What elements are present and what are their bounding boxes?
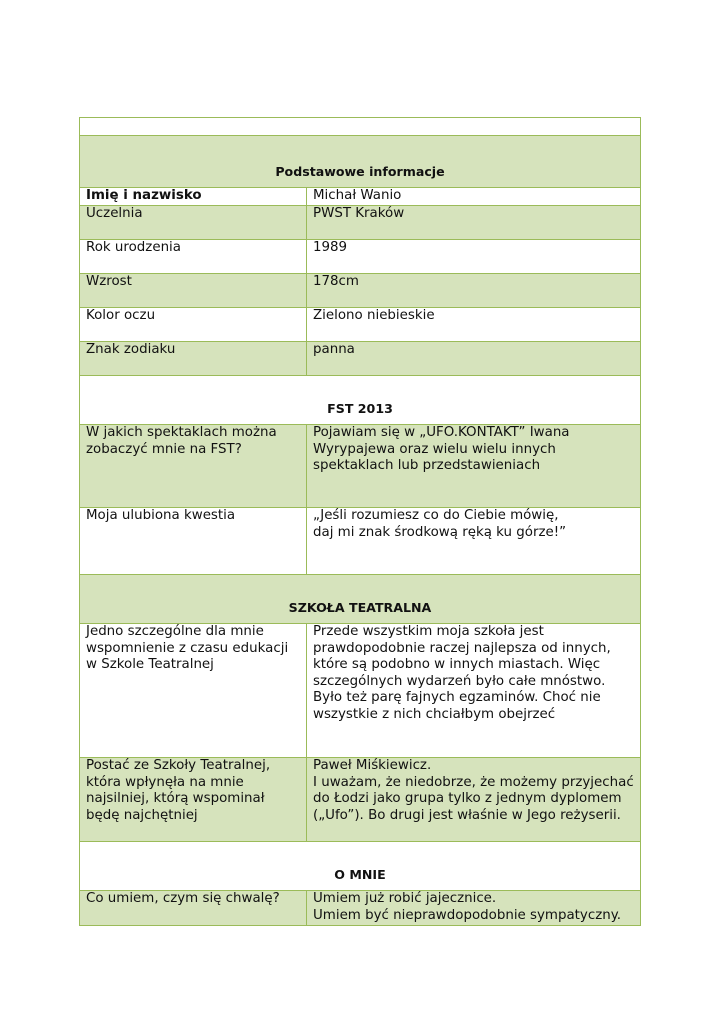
info-table (79, 117, 641, 926)
label-height: Wzrost (80, 274, 307, 308)
label-school: Uczelnia (80, 206, 307, 240)
value-school: PWST Kraków (307, 206, 641, 240)
table-row-school-person (80, 758, 641, 842)
question-about-skills: Co umiem, czym się chwalę? (80, 891, 307, 926)
table-row-fst-quote (80, 508, 641, 575)
answer-fst-quote-line2: daj mi znak środkową ręką ku górze!” (313, 524, 567, 540)
table-row-school (80, 206, 641, 240)
table-row-eyes (80, 308, 641, 342)
answer-fst-spectacles: Pojawiam się w „UFO.KONTAKT” Iwana Wyrypajewa oraz wielu wielu innych spektaklach lub przedstawieniach (307, 425, 641, 508)
answer-about-skills-line2: Umiem być nieprawdopodobnie sympatyczny. (313, 907, 622, 923)
answer-fst-quote (307, 508, 641, 575)
answer-school-person-line2: I uważam, że niedobrze, że możemy przyjechać do Łodzi jako grupa tylko z jednym dyplomem („Ufo”). Bo drugi jest właśnie w Jego reżyserii. (313, 774, 634, 823)
question-fst-spectacles: W jakich spektaklach można zobaczyć mnie na FST? (80, 425, 307, 508)
empty-cell (80, 118, 641, 136)
label-name: Imię i nazwisko (80, 188, 307, 206)
answer-about-skills-line1: Umiem już robić jajecznice. (313, 891, 497, 906)
question-fst-quote: Moja ulubiona kwestia (80, 508, 307, 575)
question-school-memory: Jedno szczególne dla mnie wspomnienie z czasu edukacji w Szkole Teatralnej (80, 624, 307, 758)
section-row-school (80, 575, 641, 624)
empty-top-row (80, 118, 641, 136)
table-row-about-skills (80, 891, 641, 926)
label-zodiac: Znak zodiaku (80, 342, 307, 376)
table-row-zodiac (80, 342, 641, 376)
answer-fst-quote-line1: „Jeśli rozumiesz co do Ciebie mówię, (313, 508, 559, 523)
value-eyes: Zielono niebieskie (307, 308, 641, 342)
section-title-school: SZKOŁA TEATRALNA (80, 575, 641, 624)
table-row-name (80, 188, 641, 206)
section-title-about: O MNIE (80, 842, 641, 891)
section-row-fst (80, 376, 641, 425)
answer-school-person (307, 758, 641, 842)
label-birth: Rok urodzenia (80, 240, 307, 274)
answer-school-person-line1: Paweł Miśkiewicz. (313, 758, 432, 773)
table-row-school-memory (80, 624, 641, 758)
label-eyes: Kolor oczu (80, 308, 307, 342)
answer-school-memory: Przede wszystkim moja szkoła jest prawdopodobnie raczej najlepsza od innych, które są podobno w innych miastach. Więc szczególnych wydarzeń było całe mnóstwo. Było też parę fajnych egzaminów. Choć nie wszystkie z nich chciałbym obejrzeć (307, 624, 641, 758)
answer-about-skills (307, 891, 641, 926)
value-zodiac: panna (307, 342, 641, 376)
section-row-about (80, 842, 641, 891)
value-name: Michał Wanio (307, 188, 641, 206)
section-row-basic (80, 136, 641, 188)
table-row-height (80, 274, 641, 308)
table-row-birth (80, 240, 641, 274)
question-school-person: Postać ze Szkoły Teatralnej, która wpłynęła na mnie najsilniej, którą wspominał będę najchętniej (80, 758, 307, 842)
section-title-fst: FST 2013 (80, 376, 641, 425)
value-height: 178cm (307, 274, 641, 308)
value-birth: 1989 (307, 240, 641, 274)
table-row-fst-spectacles (80, 425, 641, 508)
section-title-basic: Podstawowe informacje (80, 136, 641, 188)
